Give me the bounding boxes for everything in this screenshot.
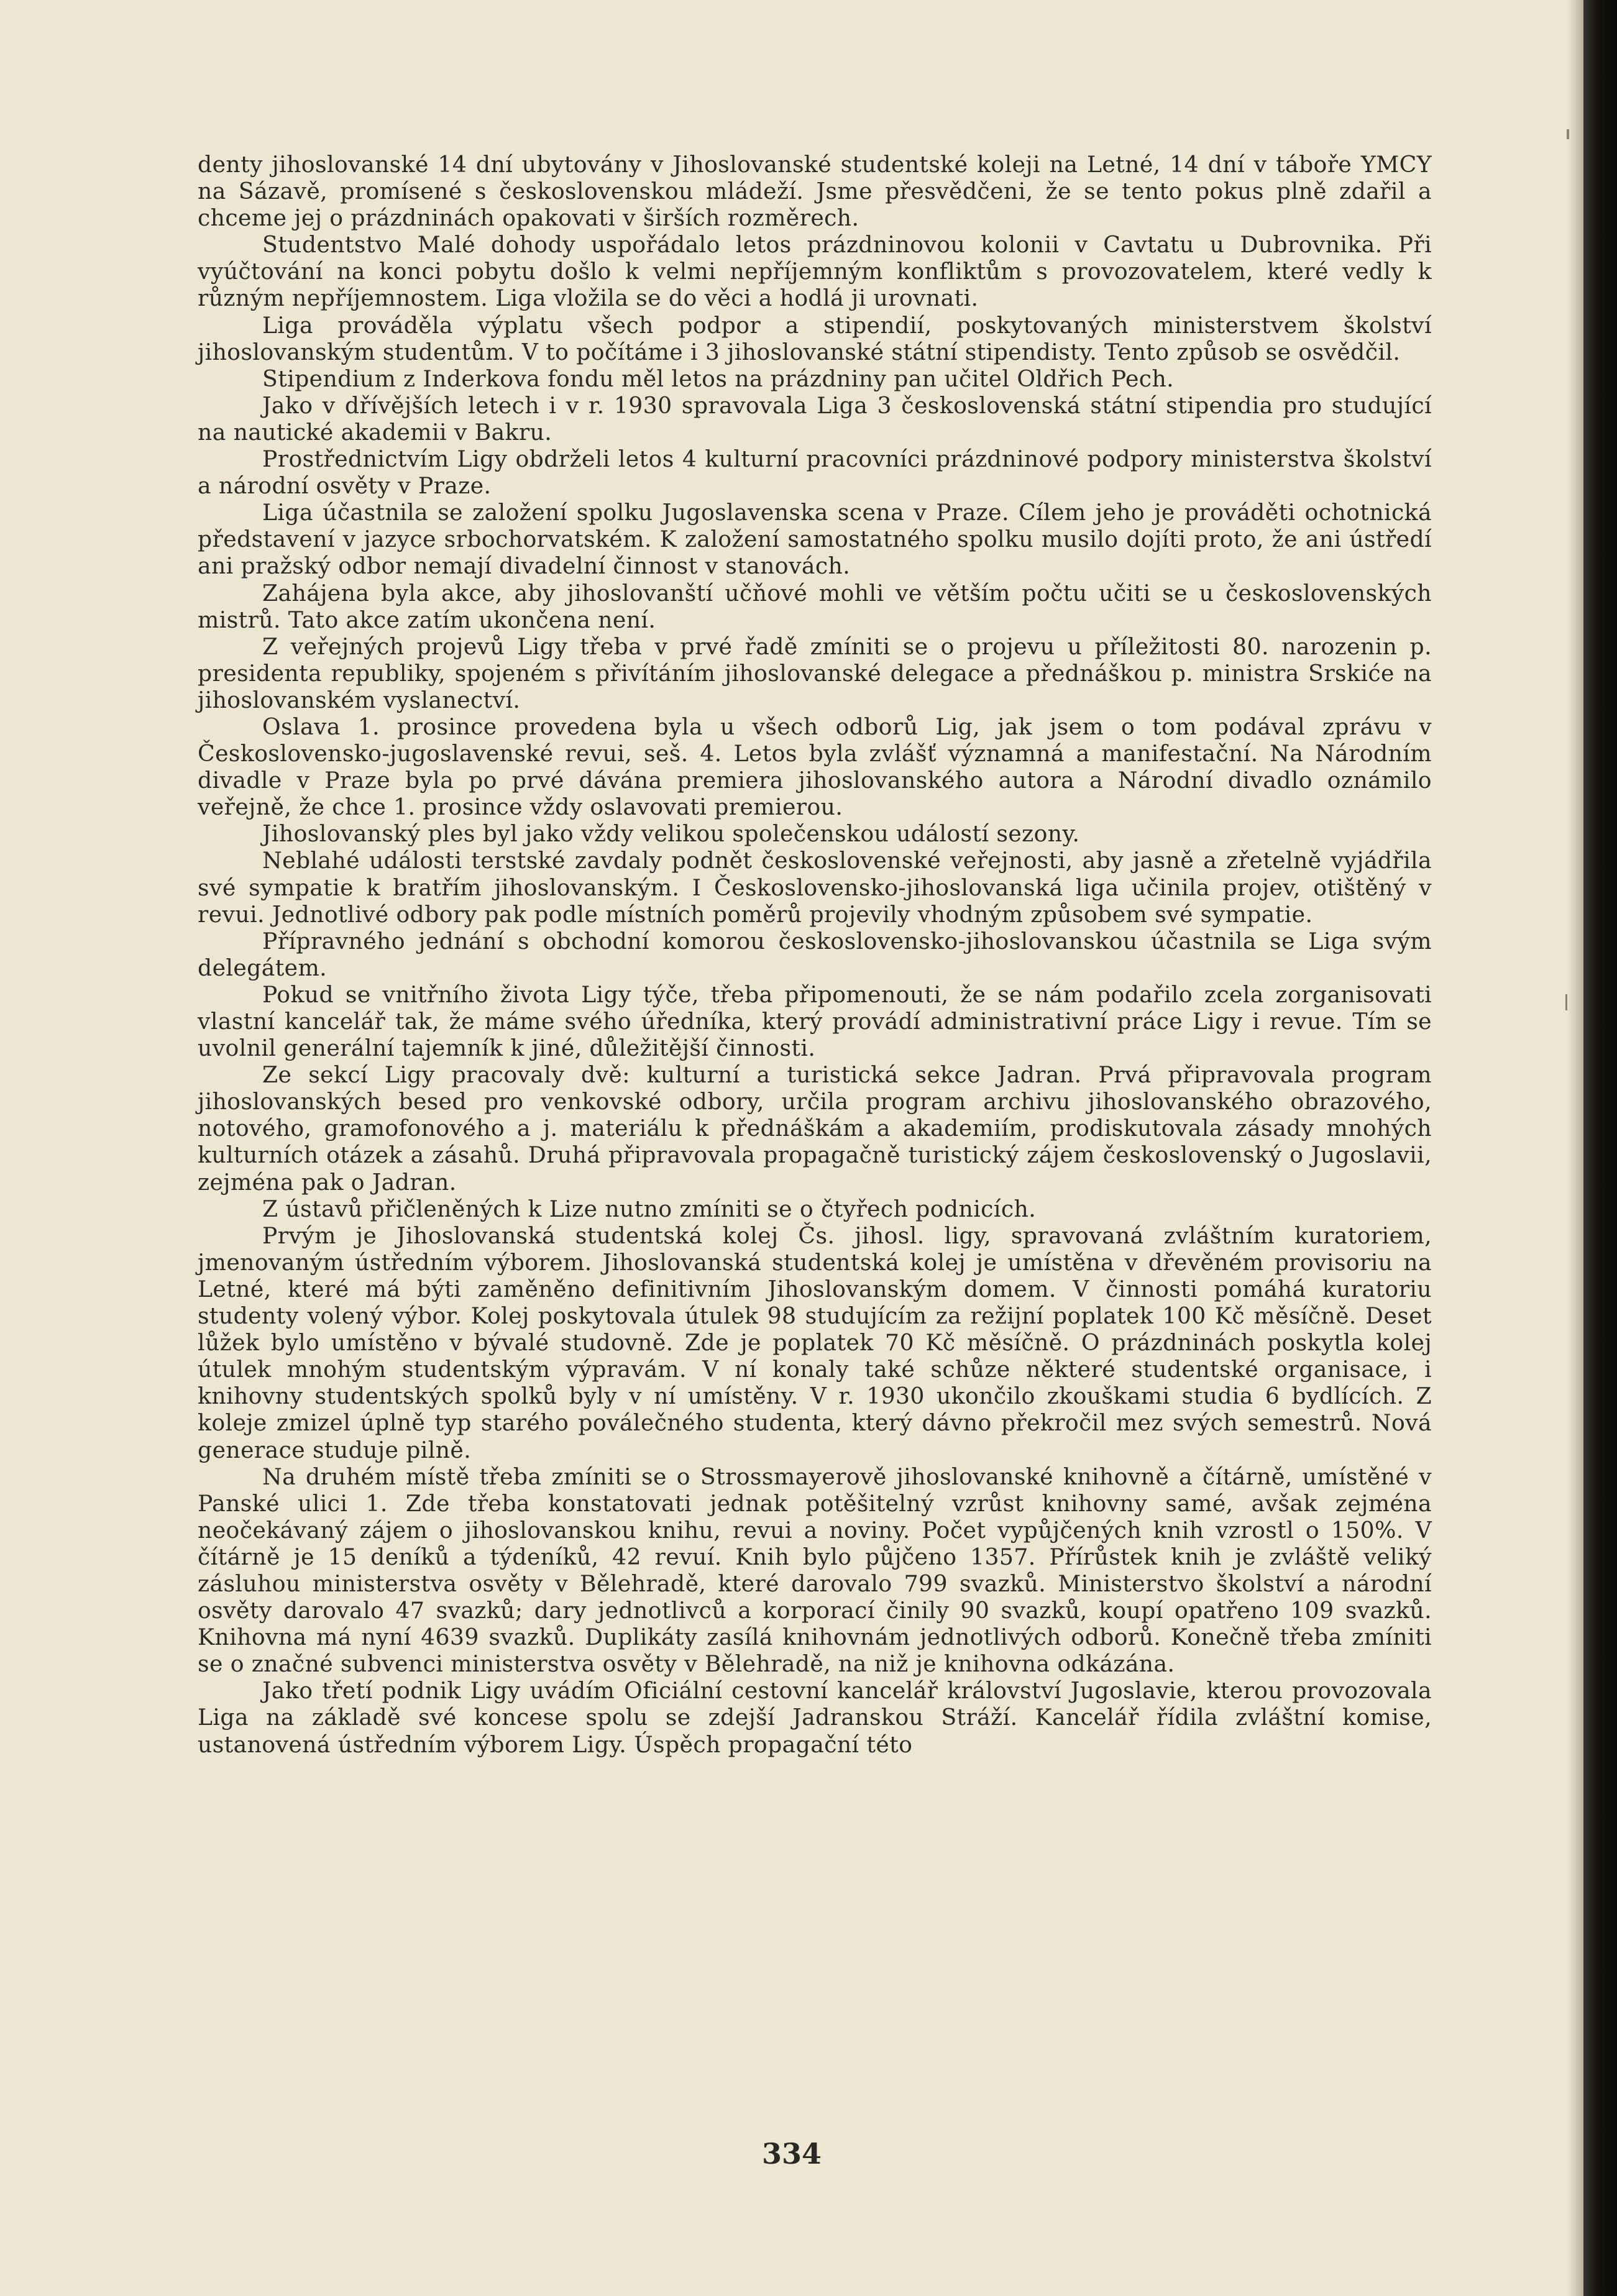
paragraph: Stipendium z Inderkova fondu měl letos na prázdniny pan učitel Oldřich Pech. xyxy=(262,365,1175,392)
paragraph: Liga prováděla výplatu všech podpor a stipendií, poskytovaných ministerstvem školství jihoslovanským studentům. V to počítáme i 3 jihoslovanské státní stipendisty. Tento způsob se osvědčil. xyxy=(198,311,1432,365)
paragraph: Jako v dřívějších letech i v r. 1930 spravovala Liga 3 československá státní stipendia pro studující na nautické akademii v Bakru. xyxy=(198,391,1432,446)
paragraph: Zahájena byla akce, aby jihoslovanští učňové mohli ve větším počtu učiti se u československých mistrů. Tato akce zatím ukončena není. xyxy=(198,579,1432,633)
paragraph: Ze sekcí Ligy pracovaly dvě: kulturní a turistická sekce Jadran. Prvá připravovala program jihoslovanských besed pro venkovské odbory, určila program archivu jihoslovanského obrazového, notového, gramofonového a j. materiálu k přednáškám a akademiím, prodiskutovala zásady mnohých kulturních otázek a zásahů. Druhá připravovala propagačně turistický zájem československý o Jugoslavii, zejména pak o Jadran. xyxy=(198,1061,1432,1196)
paragraph: Jihoslovanský ples byl jako vždy velikou společenskou událostí sezony. xyxy=(262,820,1080,848)
paragraph: Liga účastnila se založení spolku Jugoslavenska scena v Praze. Cílem jeho je prováděti ochotnická představení v jazyce srbochorvatském. K založení samostatného spolku musilo dojíti proto, že ani ústředí ani pražský odbor nemají divadelní činnost v stanovách. xyxy=(198,499,1432,580)
paragraph: Jako třetí podnik Ligy uvádím Oficiální cestovní kancelář království Jugoslavie, kterou provozovala Liga na základě své koncese spolu se zdejší Jadranskou Stráží. Kancelář řídila zvláštní komise, ustanovená ústředním výborem Ligy. Úspěch propagační této xyxy=(198,1677,1432,1758)
paragraph: Prostřednictvím Ligy obdrželi letos 4 kulturní pracovníci prázdninové podpory ministerstva školství a národní osvěty v Praze. xyxy=(198,446,1432,500)
paragraph: Na druhém místě třeba zmíniti se o Strossmayerově jihoslovanské knihovně a čítárně, umístěné v Panské ulici 1. Zde třeba konstatovati jednak potěšitelný vzrůst knihovny samé, avšak zejména neočekávaný zájem o jihoslovanskou knihu, revui a noviny. Počet vypůjčených knih vzrostl o 150%. V čítárně je 15 deníků a týdeníků, 42 revuí. Knih bylo půjčeno 1357. Přírůstek knih je zvláště veliký zásluhou ministerstva osvěty v Bělehradě, které darovalo 799 svazků. Ministerstvo školství a národní osvěty darovalo 47 svazků; dary jednotlivců a korporací činily 90 svazků, koupí opatřeno 109 svazků. Knihovna má nyní 4639 svazků. Duplikáty zasílá knihovnám jednotlivých odborů. Konečně třeba zmíniti se o značné subvenci ministerstva osvěty v Bělehradě, na niž je knihovna odkázána. xyxy=(198,1463,1432,1678)
paragraph: Oslava 1. prosince provedena byla u všech odborů Lig, jak jsem o tom podával zprávu v Československo-jugoslavenské revui, seš. 4. Letos byla zvlášť významná a manifestační. Na Národním divadle v Praze byla po prvé dávána premiera jihoslovanského autora a Národní divadlo oznámilo veřejně, že chce 1. prosince vždy oslavovati premierou. xyxy=(198,713,1432,821)
paragraph: denty jihoslovanské 14 dní ubytovány v Jihoslovanské studentské koleji na Letné, 14 dní v táboře YMCY na Sázavě, promísené s československou mládeží. Jsme přesvědčeni, že se tento pokus plně zdařil a chceme jej o prázdninách opakovati v širších rozměrech. xyxy=(198,151,1432,232)
paragraph: Neblahé události terstské zavdaly podnět československé veřejnosti, aby jasně a zřetelně vyjádřila své sympatie k bratřím jihoslovanským. I Československo-jihoslovanská liga učinila projev, otištěný v revui. Jednotlivé odbory pak podle místních poměrů projevily vhodným způsobem své sympatie. xyxy=(198,847,1432,928)
paragraph: Studentstvo Malé dohody uspořádalo letos prázdninovou kolonii v Cavtatu u Dubrovnika. Při vyúčtování na konci pobytu došlo k velmi nepříjemným konfliktům s provozovatelem, které vedly k různým nepříjemnostem. Liga vložila se do věci a hodlá ji urovnati. xyxy=(198,231,1432,312)
book-spine xyxy=(1583,0,1617,2296)
body-text xyxy=(198,151,1432,1758)
paragraph: Z veřejných projevů Ligy třeba v prvé řadě zmíniti se o projevu u příležitosti 80. narozenin p. presidenta republiky, spojeném s přivítáním jihoslovanské delegace a přednáškou p. ministra Srskiće na jihoslovanském vyslanectví. xyxy=(198,633,1432,713)
paragraph: Pokud se vnitřního života Ligy týče, třeba připomenouti, že se nám podařilo zcela zorganisovati vlastní kancelář tak, že máme svého úředníka, který provádí administrativní práce Ligy i revue. Tím se uvolnil generální tajemník k jiné, důležitější činnosti. xyxy=(198,981,1432,1062)
page-edge-shadow xyxy=(1567,0,1583,2296)
paragraph: Z ústavů přičleněných k Lize nutno zmíniti se o čtyřech podnicích. xyxy=(262,1195,1037,1222)
page-number: 334 xyxy=(761,2137,822,2170)
margin-speck xyxy=(1565,994,1567,1010)
paragraph: Přípravného jednání s obchodní komorou československo-jihoslovanskou účastnila se Liga svým delegátem. xyxy=(198,927,1432,981)
margin-speck xyxy=(1567,129,1569,139)
paragraph: Prvým je Jihoslovanská studentská kolej Čs. jihosl. ligy, spravovaná zvláštním kuratoriem, jmenovaným ústředním výborem. Jihoslovanská studentská kolej je umístěna v dřevěném provisoriu na Letné, které má býti zaměněno definitivním Jihoslovanským domem. V činnosti pomáhá kuratoriu studenty volený výbor. Kolej poskytovala útulek 98 studujícím za režijní poplatek 100 Kč měsíčně. Deset lůžek bylo umístěno v bývalé studovně. Zde je poplatek 70 Kč měsíčně. O prázdninách poskytla kolej útulek mnohým studentským výpravám. V ní konaly také schůze některé studentské organisace, i knihovny studentských spolků byly v ní umístěny. V r. 1930 ukončilo zkouškami studia 6 bydlících. Z koleje zmizel úplně typ starého poválečného studenta, který dávno překročil mez svých semestrů. Nová generace studuje pilně. xyxy=(198,1222,1432,1463)
